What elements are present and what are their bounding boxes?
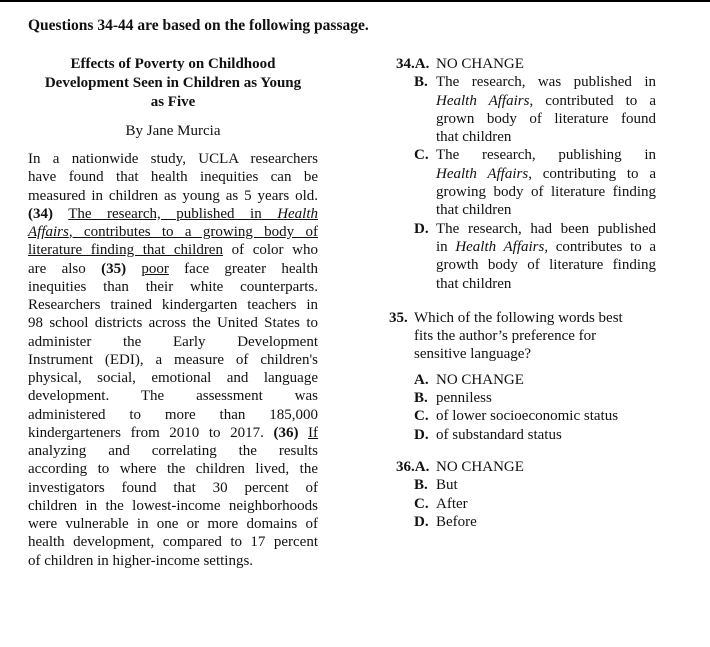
option-line: The research, was published in xyxy=(436,74,656,91)
option-text: NO CHANGE xyxy=(436,56,524,72)
option-line: growing body of literature finding xyxy=(436,184,656,201)
passage-line: according to where the children lived, the xyxy=(28,461,318,478)
italic-run: Health Affairs xyxy=(436,92,530,109)
option-text xyxy=(436,220,656,293)
option-text: penniless xyxy=(436,390,492,407)
passage-title xyxy=(28,55,318,112)
option-text: of lower socioeconomic status xyxy=(436,408,619,425)
option-letter: D. xyxy=(414,220,429,237)
question-number: 34. xyxy=(396,56,415,72)
passage-line: measured in children as young as 5 years old. xyxy=(28,187,318,204)
option-letter: A. xyxy=(414,458,430,475)
option-text xyxy=(436,146,656,219)
option-line xyxy=(436,92,656,110)
passage-line: 98 school districts across the United States to xyxy=(28,315,318,332)
underlined-34-part1[interactable] xyxy=(68,206,318,222)
passage-text-run: face greater health xyxy=(184,260,319,277)
q36-option-b[interactable] xyxy=(396,476,656,494)
passage-line: administer the Early Development xyxy=(28,333,318,350)
passage-line: administered to more than 185,000 xyxy=(28,406,318,423)
passage-line xyxy=(28,205,318,223)
passage-line: Researchers trained kindergarten teachers in xyxy=(28,297,318,313)
passage-line xyxy=(28,223,318,241)
option-letter: C. xyxy=(414,147,429,164)
underlined-italic: Affairs xyxy=(28,224,69,240)
option-letter: A. xyxy=(414,371,429,388)
option-text: of substandard status xyxy=(436,426,562,443)
passage-title-line: Development Seen in Children as Young xyxy=(44,75,302,91)
passage-line: development. The assessment was xyxy=(28,388,318,405)
question-34 xyxy=(396,55,656,293)
passage-line: Instrument (EDI), a measure of children's xyxy=(28,351,318,368)
option-line xyxy=(436,238,656,256)
q34-option-d[interactable] xyxy=(396,220,656,293)
underlined-italic: Health xyxy=(277,205,319,222)
text-run: , contributed to a xyxy=(529,92,656,109)
question-number: 35. xyxy=(389,309,408,326)
option-line: growth body of literature finding xyxy=(436,257,656,274)
q34-option-b[interactable] xyxy=(396,73,656,146)
q34-option-a[interactable] xyxy=(396,55,656,73)
option-line: grown body of literature found xyxy=(436,110,656,127)
passage-author: By Jane Murcia xyxy=(125,123,221,139)
passage-text xyxy=(28,150,318,570)
underlined-35[interactable]: poor xyxy=(141,260,169,277)
option-text: NO CHANGE xyxy=(436,458,524,475)
question-marker-35[interactable]: (35) xyxy=(101,260,127,277)
option-letter: B. xyxy=(414,74,428,91)
underlined-text: The research, published in xyxy=(68,205,262,222)
passage-line: children in the lowest-income neighborhoods xyxy=(28,497,318,514)
option-line: The research, had been published xyxy=(436,220,656,237)
passage-text-run: of color who xyxy=(222,242,318,259)
question-number: 36. xyxy=(396,458,415,475)
option-label xyxy=(396,458,429,476)
q36-option-a[interactable] xyxy=(396,458,656,476)
passage-line: physical, social, emotional and language xyxy=(28,370,318,386)
stem-line: fits the author’s preference for xyxy=(414,328,597,345)
passage-line: In a nationwide study, UCLA researchers xyxy=(28,151,318,167)
text-run: , contributes to a xyxy=(544,238,656,255)
passage-text-run: are also xyxy=(28,260,86,277)
questions-column xyxy=(389,55,656,531)
option-letter: A. xyxy=(414,56,430,72)
question-35 xyxy=(389,309,656,444)
passage-line xyxy=(28,424,318,442)
q34-option-c[interactable] xyxy=(396,146,656,219)
q35-option-d[interactable] xyxy=(396,426,656,444)
option-text: But xyxy=(436,477,458,494)
passage-line xyxy=(28,241,318,259)
passage-line: investigators found that 30 percent of xyxy=(28,479,318,496)
passage-line xyxy=(28,260,318,278)
passage-title-line: Effects of Poverty on Childhood xyxy=(70,56,276,72)
option-line: that children xyxy=(436,202,512,219)
underlined-34-part2[interactable] xyxy=(28,224,318,240)
option-line xyxy=(436,165,656,183)
passage-line: analyzing and correlating the results xyxy=(28,443,318,459)
text-run: , contributing to a xyxy=(528,165,656,182)
passage-line: health development, compared to 17 percent xyxy=(28,534,318,551)
top-rule xyxy=(0,0,710,2)
passage-line: inequities than their white counterparts. xyxy=(28,278,318,295)
option-letter: B. xyxy=(414,390,428,407)
q35-option-a[interactable] xyxy=(396,371,656,389)
stem-line: sensitive language? xyxy=(414,346,532,363)
q35-option-b[interactable] xyxy=(396,389,656,407)
passage-line: were vulnerable in one or more domains of xyxy=(28,516,318,532)
question-36 xyxy=(396,458,656,531)
passage-title-line: as Five xyxy=(150,94,196,110)
option-letter: D. xyxy=(414,426,429,443)
option-line: that children xyxy=(436,129,512,146)
italic-run: Health Affairs xyxy=(436,165,529,182)
underlined-36[interactable]: If xyxy=(308,424,319,441)
text-run: in xyxy=(436,238,456,255)
passage-column xyxy=(28,55,318,570)
stem-line: Which of the following words best xyxy=(414,309,623,326)
option-text: After xyxy=(436,495,468,512)
q35-option-c[interactable] xyxy=(396,407,656,425)
passage-line: have found that health inequities can be xyxy=(28,169,318,186)
section-header: Questions 34-44 are based on the following passage. xyxy=(28,17,369,34)
option-letter: C. xyxy=(414,495,429,512)
option-label xyxy=(396,55,429,73)
q36-option-d[interactable] xyxy=(396,513,656,531)
option-letter: B. xyxy=(414,477,428,494)
passage-text-run: kindergarteners from 2010 to 2017. xyxy=(28,424,264,441)
option-letter: C. xyxy=(414,408,429,425)
passage-line: of children in higher-income settings. xyxy=(28,552,254,569)
question-marker-36[interactable]: (36) xyxy=(273,424,299,441)
option-text: NO CHANGE xyxy=(436,371,524,388)
option-text: Before xyxy=(436,513,477,530)
underlined-text: , contributes to a growing body of xyxy=(68,224,318,240)
q35-stem xyxy=(389,309,656,364)
question-marker-34[interactable]: (34) xyxy=(28,205,53,222)
italic-run: Health Affairs xyxy=(455,238,545,255)
option-letter: D. xyxy=(414,513,429,530)
option-line: that children xyxy=(436,275,512,292)
option-text xyxy=(436,73,656,146)
underlined-34-part3[interactable]: literature finding that children xyxy=(28,242,223,259)
q36-option-c[interactable] xyxy=(396,495,656,513)
option-line: The research, publishing in xyxy=(436,147,656,164)
